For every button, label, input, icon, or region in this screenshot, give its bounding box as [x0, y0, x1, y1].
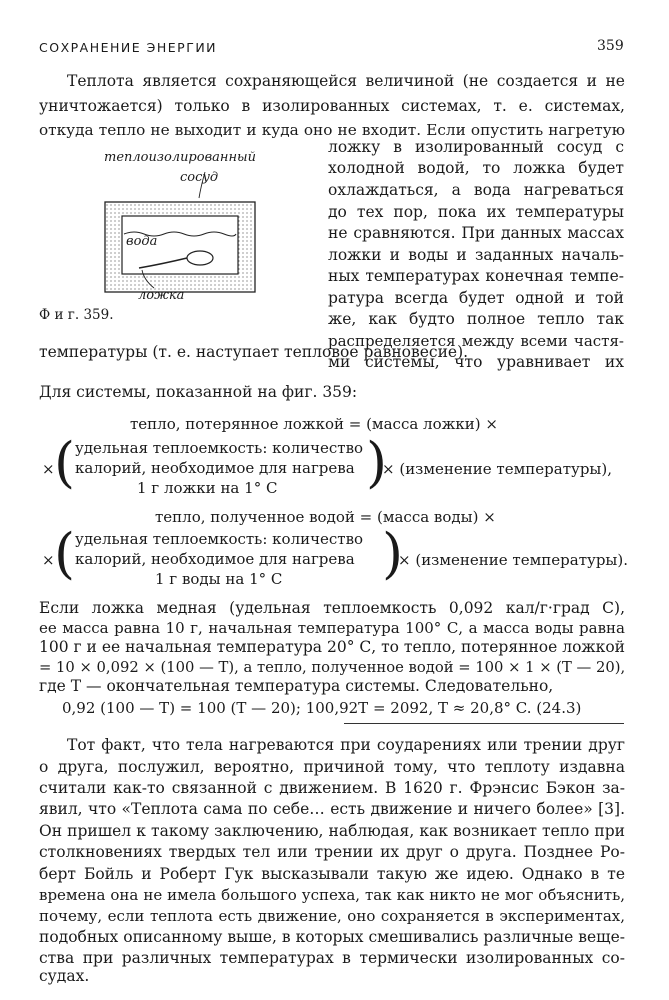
para3-line-3: считали как-то связанной с движением. В 1620 г. Фрэнсис Бэкон за- [39, 779, 625, 797]
para1-wrap-6: ложки и воды и заданных началь- [328, 246, 624, 264]
eq2-tail: × (изменение температуры). [398, 551, 628, 569]
eq1-paren-line1: удельная теплоемкость: количество [75, 439, 364, 457]
para3-line-2: о друга, послужил, вероятно, причиной тому, что теплоту издавна [39, 758, 625, 776]
vessel-label-2: сосуд [180, 170, 219, 185]
eq2-times: × [42, 551, 55, 569]
para1-wrap-5: не сравняются. При данных массах [328, 224, 624, 242]
para3-line-5: Он пришел к такому заключению, наблюдая, как возникает тепло при [39, 822, 625, 840]
para3-line-1: Тот факт, что тела нагреваются при соударениях или трении друг [67, 736, 625, 754]
equations-intro: Для системы, показанной на фиг. 359: [39, 383, 358, 401]
para1-wrap-1: ложку в изолированный сосуд с [328, 138, 624, 156]
para1-wrap-7: ных температурах конечная темпе- [328, 267, 624, 285]
running-title: СОХРАНЕНИЕ ЭНЕРГИИ [39, 40, 218, 55]
figure-359 [90, 148, 265, 308]
eq2-right-paren: ) [382, 522, 404, 585]
para3-line-11: ства при различных температурах в термически изолированных со- [39, 949, 625, 967]
insulated-vessel-drawing [90, 148, 265, 308]
eq2-paren-line1: удельная теплоемкость: количество [75, 530, 364, 548]
para3-last-line: судах. [39, 967, 90, 985]
para2-line-2: ее масса равна 10 г, начальная температура 100° С, а масса воды равна [39, 619, 625, 637]
para2-line-1: Если ложка медная (удельная теплоемкость 0,092 кал/г·град С), [39, 599, 625, 617]
para1-last-line: температуры (т. е. наступает тепловое равновесие). [39, 343, 469, 361]
para1-line-1: Теплота является сохраняющейся величиной (не создается и не [67, 72, 625, 90]
eq1-left-paren: ( [54, 431, 76, 494]
water-label: вода [126, 234, 158, 249]
spoon-label: ложка [138, 288, 185, 303]
para3-line-9: почему, если теплота есть движение, оно сохраняется в экспериментах, [39, 907, 625, 925]
para1-wrap-11: ми системы, что уравнивает их [328, 353, 624, 371]
eq1-right-paren: ) [366, 431, 388, 494]
figure-caption: Ф и г. 359. [39, 307, 114, 323]
para3-line-8: времена она не имела большого успеха, так как никто не мог объяснить, [39, 886, 625, 904]
para2-line-3: 100 г и ее начальная температура 20° С, то тепло, потерянное ложкой [39, 638, 626, 656]
eq1-paren-line2: калорий, необходимое для нагрева [75, 459, 355, 477]
eq2-line1: тепло, полученное водой = (масса воды) × [155, 508, 496, 526]
eq2-left-paren: ( [54, 522, 76, 585]
equation-24-3: 0,92 (100 — T) = 100 (T — 20); 100,92T = 2092, T ≈ 20,8° C. (24.3) [62, 699, 582, 717]
eq1-paren-line3: 1 г ложки на 1° C [137, 479, 278, 497]
eq1-line1: тепло, потерянное ложкой = (масса ложки) × [130, 415, 498, 433]
eq1-tail: × (изменение температуры), [382, 460, 612, 478]
para1-line-3: откуда тепло не выходит и куда оно не входит. Если опустить нагретую [39, 121, 625, 139]
para1-wrap-2: холодной водой, то ложка будет [328, 159, 624, 177]
eq2-paren-line2: калорий, необходимое для нагрева [75, 550, 355, 568]
para1-wrap-3: охлаждаться, а вода нагреваться [328, 181, 624, 199]
equation-rule [344, 723, 624, 724]
para1-line-2: уничтожается) только в изолированных системах, т. е. системах, [39, 97, 625, 115]
para3-line-6: столкновениях твердых тел или трении их друг о друга. Позднее Ро- [39, 843, 625, 861]
para3-line-4: явил, что «Теплота сама по себе… есть движение и ничего более» [3]. [39, 800, 625, 818]
para3-line-10: подобных описанному выше, в которых смешивались различные веще- [39, 928, 625, 946]
para2-last-line: где T — окончательная температура системы. Следовательно, [39, 677, 554, 695]
page-number: 359 [597, 38, 624, 54]
para1-wrap-10: распределяется между всеми частя- [328, 332, 624, 350]
para1-wrap-8: ратура всегда будет одной и той [328, 289, 624, 307]
eq1-times: × [42, 460, 55, 478]
para2-line-4: = 10 × 0,092 × (100 — T), а тепло, полученное водой = 100 × 1 × (T — 20), [39, 659, 626, 676]
vessel-label-1: теплоизолированный [104, 150, 256, 165]
para1-wrap-4: до тех пор, пока их температуры [328, 203, 624, 221]
para1-wrap-9: же, как будто полное тепло так [328, 310, 624, 328]
eq2-paren-line3: 1 г воды на 1° C [155, 570, 283, 588]
para3-line-7: берт Бойль и Роберт Гук высказывали такую же идею. Однако в те [39, 865, 625, 883]
